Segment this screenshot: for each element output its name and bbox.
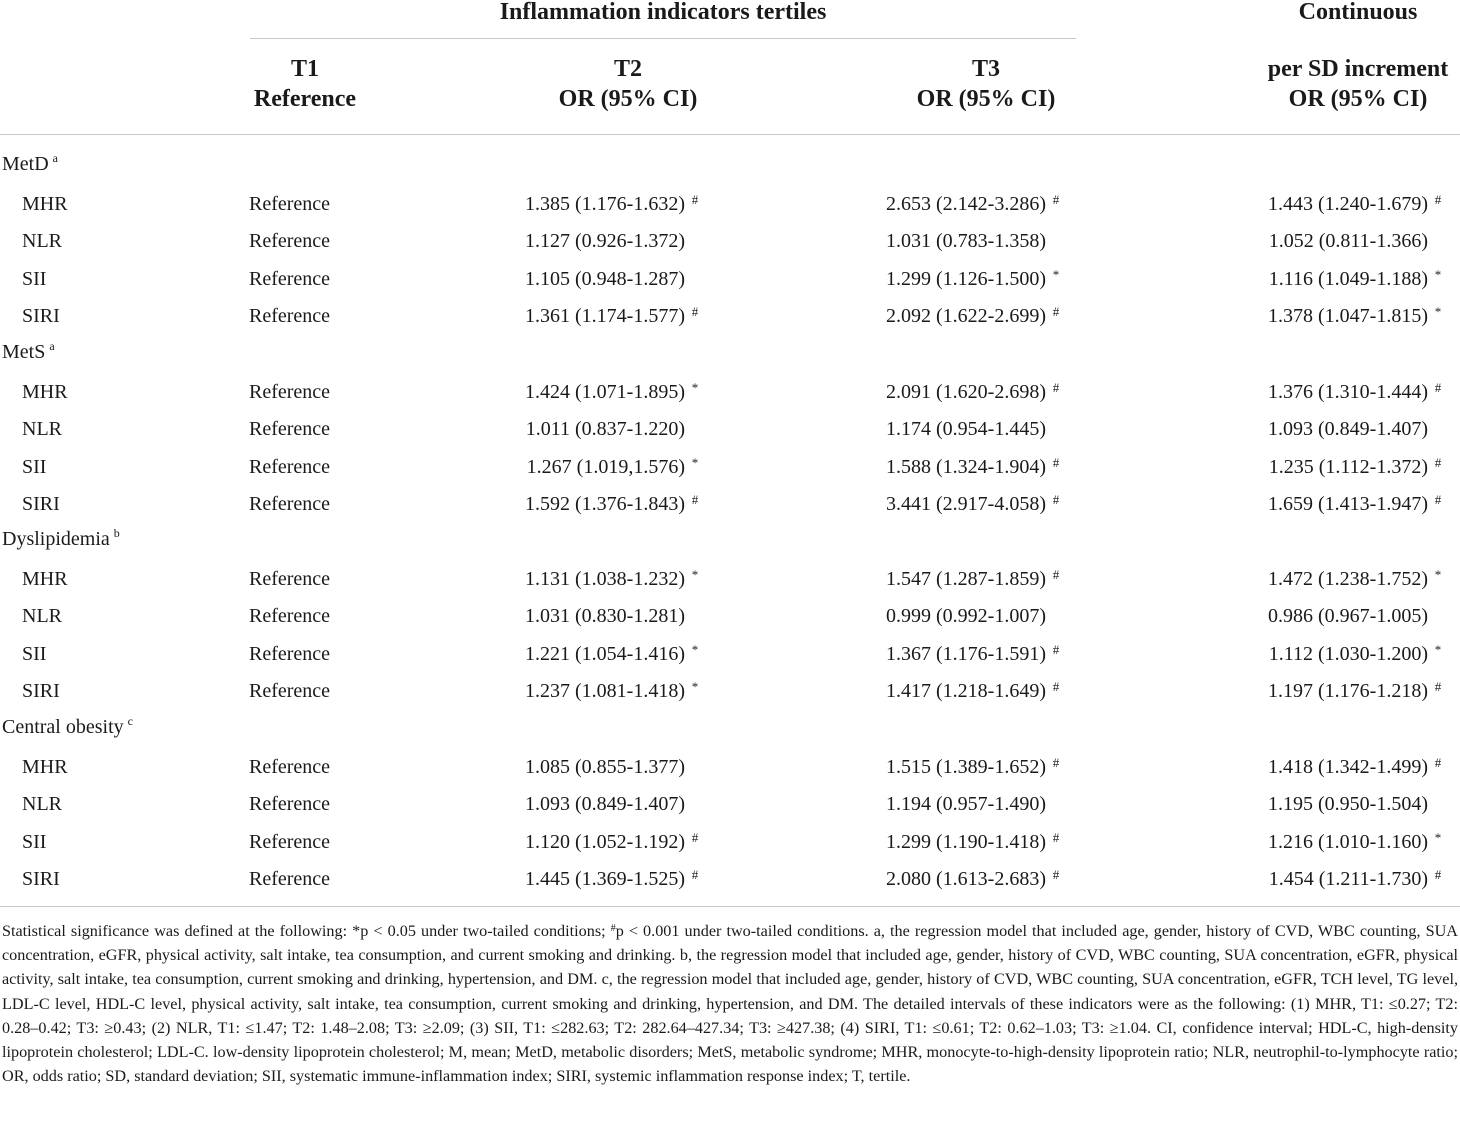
row-t3-or-cell-value: 3.441 (2.917-4.058) [886,493,1046,515]
row-continuous-or-cell-value: 1.454 (1.211-1.730) [1268,868,1428,890]
header-t1-line1: T1 [290,56,319,82]
row-continuous-or-cell [1269,455,1444,481]
row-t3-or-cell-value: 0.999 (0.992-1.007) [886,605,1046,627]
significance-marker: * [1434,642,1442,657]
row-t3-or-cell-value: 1.515 (1.389-1.652) [886,756,1046,778]
row-continuous-or-cell-value: 1.472 (1.238-1.752) [1268,568,1428,590]
significance-marker: * [1434,567,1442,582]
significance-marker: * [1434,267,1442,282]
row-continuous-or-cell-value: 1.052 (0.811-1.366) [1268,230,1428,252]
row-continuous-or-cell-value: 1.112 (1.030-1.200) [1268,643,1428,665]
header-continuous [1240,54,1460,114]
row-indicator-name: SII [22,831,47,853]
group-label-superscript: a [49,339,55,353]
significance-marker: * [1052,267,1060,282]
row-continuous-or-cell-value: 1.216 (1.010-1.160) [1268,831,1428,853]
significance-marker: # [1052,830,1060,845]
header-t1 [230,54,380,114]
row-t2-or-cell [525,679,701,705]
row-t3-or-cell [886,830,1062,856]
row-continuous-or-cell-value: 1.418 (1.342-1.499) [1268,756,1428,778]
footnote-part2: p < 0.001 under two-tailed conditions. a, the regression model that included age, gender, history of CVD, WBC counting, SUA concentration, eGFR, physical activity, salt intake, tea consumption, and current smoking and drinking. b, the regression model that included age, gender, history of CVD, WBC counting, SUA concentration, eGFR, physical activity, salt intake, tea consumption, current smoking and drinking, hypertension, and DM. c, the regression model that included age, gender, history of CVD, WBC counting, SUA concentration, eGFR, TCH level, TG level, LDL-C level, HDL-C level, physical activity, salt intake, tea consumption, current smoking and drinking, hypertension, and DM. The detailed intervals of these indicators were as the following: (1) MHR, T1: ≤0.27; T2: 0.28–0.42; T3: ≥0.43; (2) NLR, T1: ≤1.47; T2: 1.48–2.08; T3: ≥2.09; (3) SII, T1: ≤282.63; T2: 282.64–427.34; T3: ≥427.38; (4) SIRI, T1: ≤0.61; T2: 0.62–1.03; T3: ≥1.04. CI, confidence interval; HDL-C, high-density lipoprotein cholesterol; LDL-C. low-density lipoprotein cholesterol; M, mean; MetD, metabolic disorders; MetS, metabolic syndrome; MHR, monocyte-to-high-density lipoprotein ratio; NLR, neutrophil-to-lymphocyte ratio; OR, odds ratio; SD, standard deviation; SII, systematic immune-inflammation index; SIRI, systemic inflammation response index; T, tertile. [2,922,1458,1086]
row-t2-or-cell-value: 1.361 (1.174-1.577) [525,305,685,327]
significance-marker: # [1052,455,1060,470]
significance-marker: # [1052,755,1060,770]
group-label-text: MetD [2,153,49,175]
row-reference-cell: Reference [249,680,331,702]
significance-marker: # [691,304,699,319]
header-t3-line1: T3 [971,56,1000,82]
row-t3-or-cell-value: 2.080 (1.613-2.683) [886,868,1046,890]
row-continuous-or-cell [1268,567,1444,593]
table-rule-bottom [0,906,1460,907]
row-t2-or-cell [525,792,701,816]
footnote-part1: Statistical significance was defined at the following: *p < 0.05 under two-tailed conditions; [2,922,611,940]
row-continuous-or-cell-value: 1.378 (1.047-1.815) [1268,305,1428,327]
row-t3-or-cell [886,267,1062,293]
row-t3-or-cell-value: 1.547 (1.287-1.859) [886,568,1046,590]
row-continuous-or-cell [1269,867,1444,893]
row-t2-or-cell [525,192,701,218]
row-t3-or-cell [886,679,1062,705]
significance-marker: # [1434,755,1442,770]
row-reference-cell: Reference [249,605,331,627]
row-indicator-name: SIRI [22,305,60,327]
row-t2-or-cell [525,304,701,330]
group-label-superscript: a [52,151,58,165]
table-footnote [2,919,1458,1088]
row-t2-or-cell-value: 1.237 (1.081-1.418) [525,680,685,702]
row-reference-cell: Reference [249,230,331,252]
significance-marker: * [691,642,699,657]
header-tertiles-title: Inflammation indicators tertiles [499,0,827,25]
significance-marker: # [691,192,699,207]
row-continuous-or-cell [1268,679,1444,705]
row-t2-or-cell-value: 1.031 (0.830-1.281) [525,605,685,627]
row-continuous-or-cell [1268,830,1444,856]
row-t2-or-cell [525,867,701,893]
row-continuous-or-cell [1268,304,1444,330]
row-continuous-or-cell-value: 1.659 (1.413-1.947) [1268,493,1428,515]
row-t3-or-cell-value: 1.367 (1.176-1.591) [886,643,1046,665]
row-indicator-name: MHR [22,756,68,778]
row-t2-or-cell-value: 1.592 (1.376-1.843) [525,493,685,515]
significance-marker: # [1434,380,1442,395]
row-indicator-name: SII [22,268,47,290]
significance-marker: # [1434,192,1442,207]
group-label [2,527,120,551]
significance-marker: # [1052,642,1060,657]
row-t2-or-cell-value: 1.127 (0.926-1.372) [525,230,685,252]
row-continuous-or-cell-value: 1.443 (1.240-1.679) [1268,193,1428,215]
row-continuous-or-cell [1268,192,1444,218]
significance-marker: * [1434,830,1442,845]
significance-marker: * [691,380,699,395]
row-reference-cell: Reference [249,381,331,403]
row-reference-cell: Reference [249,756,331,778]
row-continuous-or-cell [1269,229,1444,253]
header-t3-line2: OR (95% CI) [916,86,1056,112]
significance-marker: # [1052,380,1060,395]
row-t3-or-cell [886,417,1062,441]
significance-marker: # [1052,867,1060,882]
row-t2-or-cell-value: 1.011 (0.837-1.220) [525,418,685,440]
row-indicator-name: SII [22,456,47,478]
row-t3-or-cell [886,567,1062,593]
row-indicator-name: NLR [22,605,62,627]
row-continuous-or-cell-value: 0.986 (0.967-1.005) [1268,605,1428,627]
significance-marker: # [1052,192,1060,207]
significance-marker: # [1052,304,1060,319]
row-continuous-or-cell-value: 1.235 (1.112-1.372) [1268,456,1428,478]
row-continuous-or-cell [1268,792,1444,816]
row-reference-cell: Reference [249,643,331,665]
header-t2-line2: OR (95% CI) [558,86,698,112]
row-reference-cell: Reference [249,568,331,590]
header-continuous-line1: per SD increment [1267,56,1449,82]
row-t2-or-cell [525,229,701,253]
row-indicator-name: SIRI [22,868,60,890]
significance-marker: # [1052,492,1060,507]
significance-marker: # [1434,867,1442,882]
group-label [2,152,58,176]
group-label [2,340,55,364]
row-continuous-or-cell [1268,417,1444,441]
row-t3-or-cell [886,642,1062,668]
row-reference-cell: Reference [249,456,331,478]
header-t2 [528,54,728,114]
row-indicator-name: NLR [22,793,62,815]
header-continuous-title: Continuous [1298,0,1418,25]
row-t3-or-cell [886,604,1062,628]
group-label [2,715,133,739]
row-continuous-or-cell [1269,267,1444,293]
row-t3-or-cell-value: 2.092 (1.622-2.699) [886,305,1046,327]
group-label-text: MetS [2,341,46,363]
group-label-superscript: c [127,714,133,728]
row-continuous-or-cell [1268,604,1444,628]
group-label-text: Central obesity [2,716,124,738]
row-continuous-or-cell [1268,380,1444,406]
header-continuous-line2: OR (95% CI) [1288,86,1428,112]
row-t3-or-cell-value: 1.174 (0.954-1.445) [886,418,1046,440]
row-t2-or-cell [525,267,701,291]
row-t3-or-cell [886,304,1062,330]
group-label-text: Dyslipidemia [2,528,110,550]
row-t2-or-cell-value: 1.131 (1.038-1.232) [525,568,685,590]
footnote-hash-sup: # [610,923,616,934]
row-reference-cell: Reference [249,868,331,890]
row-indicator-name: SIRI [22,493,60,515]
row-t2-or-cell [525,380,701,406]
row-continuous-or-cell [1269,642,1444,668]
row-t3-or-cell [886,192,1062,218]
header-rule-tertiles [250,38,1076,39]
header-t1-line2: Reference [253,86,357,112]
row-t2-or-cell-value: 1.424 (1.071-1.895) [525,381,685,403]
row-t3-or-cell-value: 1.194 (0.957-1.490) [886,793,1046,815]
row-t3-or-cell [886,229,1062,253]
significance-marker: # [1434,679,1442,694]
significance-marker: # [1052,567,1060,582]
row-t3-or-cell [886,492,1062,518]
row-t3-or-cell [886,455,1062,481]
row-reference-cell: Reference [249,831,331,853]
header-t2-line1: T2 [613,56,642,82]
row-t2-or-cell-value: 1.105 (0.948-1.287) [525,268,685,290]
row-reference-cell: Reference [249,793,331,815]
row-t2-or-cell [527,455,701,481]
row-t3-or-cell [886,380,1062,406]
row-continuous-or-cell [1268,492,1444,518]
row-t2-or-cell [525,492,701,518]
row-t2-or-cell [525,642,701,668]
row-t3-or-cell-value: 1.031 (0.783-1.358) [886,230,1046,252]
header-rule-bottom [0,134,1460,135]
row-indicator-name: MHR [22,381,68,403]
significance-marker: * [1434,304,1442,319]
row-continuous-or-cell-value: 1.116 (1.049-1.188) [1268,268,1428,290]
significance-marker: # [691,492,699,507]
row-t3-or-cell-value: 1.417 (1.218-1.649) [886,680,1046,702]
row-t3-or-cell-value: 1.299 (1.190-1.418) [886,831,1046,853]
row-indicator-name: NLR [22,230,62,252]
group-label-superscript: b [113,526,120,540]
row-continuous-or-cell-value: 1.093 (0.849-1.407) [1268,418,1428,440]
row-reference-cell: Reference [249,193,331,215]
row-continuous-or-cell-value: 1.197 (1.176-1.218) [1268,680,1428,702]
row-t3-or-cell-value: 2.653 (2.142-3.286) [886,193,1046,215]
row-reference-cell: Reference [249,305,331,327]
significance-marker: # [1052,679,1060,694]
significance-marker: # [691,830,699,845]
row-t2-or-cell-value: 1.267 (1.019,1.576) [526,456,685,478]
significance-marker: # [1434,455,1442,470]
row-t3-or-cell [886,792,1062,816]
row-continuous-or-cell-value: 1.376 (1.310-1.444) [1268,381,1428,403]
row-reference-cell: Reference [249,493,331,515]
row-t2-or-cell [525,755,701,779]
significance-marker: # [1434,492,1442,507]
row-indicator-name: SII [22,643,47,665]
row-t2-or-cell [525,830,701,856]
significance-marker: * [691,679,699,694]
row-t3-or-cell-value: 1.588 (1.324-1.904) [886,456,1046,478]
row-indicator-name: MHR [22,568,68,590]
row-indicator-name: SIRI [22,680,60,702]
row-t3-or-cell-value: 1.299 (1.126-1.500) [886,268,1046,290]
row-t3-or-cell [886,755,1062,781]
row-t2-or-cell [525,604,701,628]
row-t3-or-cell-value: 2.091 (1.620-2.698) [886,381,1046,403]
row-indicator-name: MHR [22,193,68,215]
row-reference-cell: Reference [249,418,331,440]
row-t2-or-cell-value: 1.093 (0.849-1.407) [525,793,685,815]
row-t2-or-cell-value: 1.120 (1.052-1.192) [525,831,685,853]
row-reference-cell: Reference [249,268,331,290]
row-t2-or-cell-value: 1.445 (1.369-1.525) [525,868,685,890]
row-t2-or-cell [525,567,701,593]
significance-marker: # [691,867,699,882]
row-t2-or-cell-value: 1.385 (1.176-1.632) [525,193,685,215]
header-t3 [886,54,1086,114]
row-t2-or-cell-value: 1.085 (0.855-1.377) [525,756,685,778]
significance-marker: * [691,455,699,470]
significance-marker: * [691,567,699,582]
row-continuous-or-cell-value: 1.195 (0.950-1.504) [1268,793,1428,815]
row-continuous-or-cell [1268,755,1444,781]
row-t2-or-cell-value: 1.221 (1.054-1.416) [525,643,685,665]
row-t2-or-cell [526,417,701,441]
row-indicator-name: NLR [22,418,62,440]
row-t3-or-cell [886,867,1062,893]
